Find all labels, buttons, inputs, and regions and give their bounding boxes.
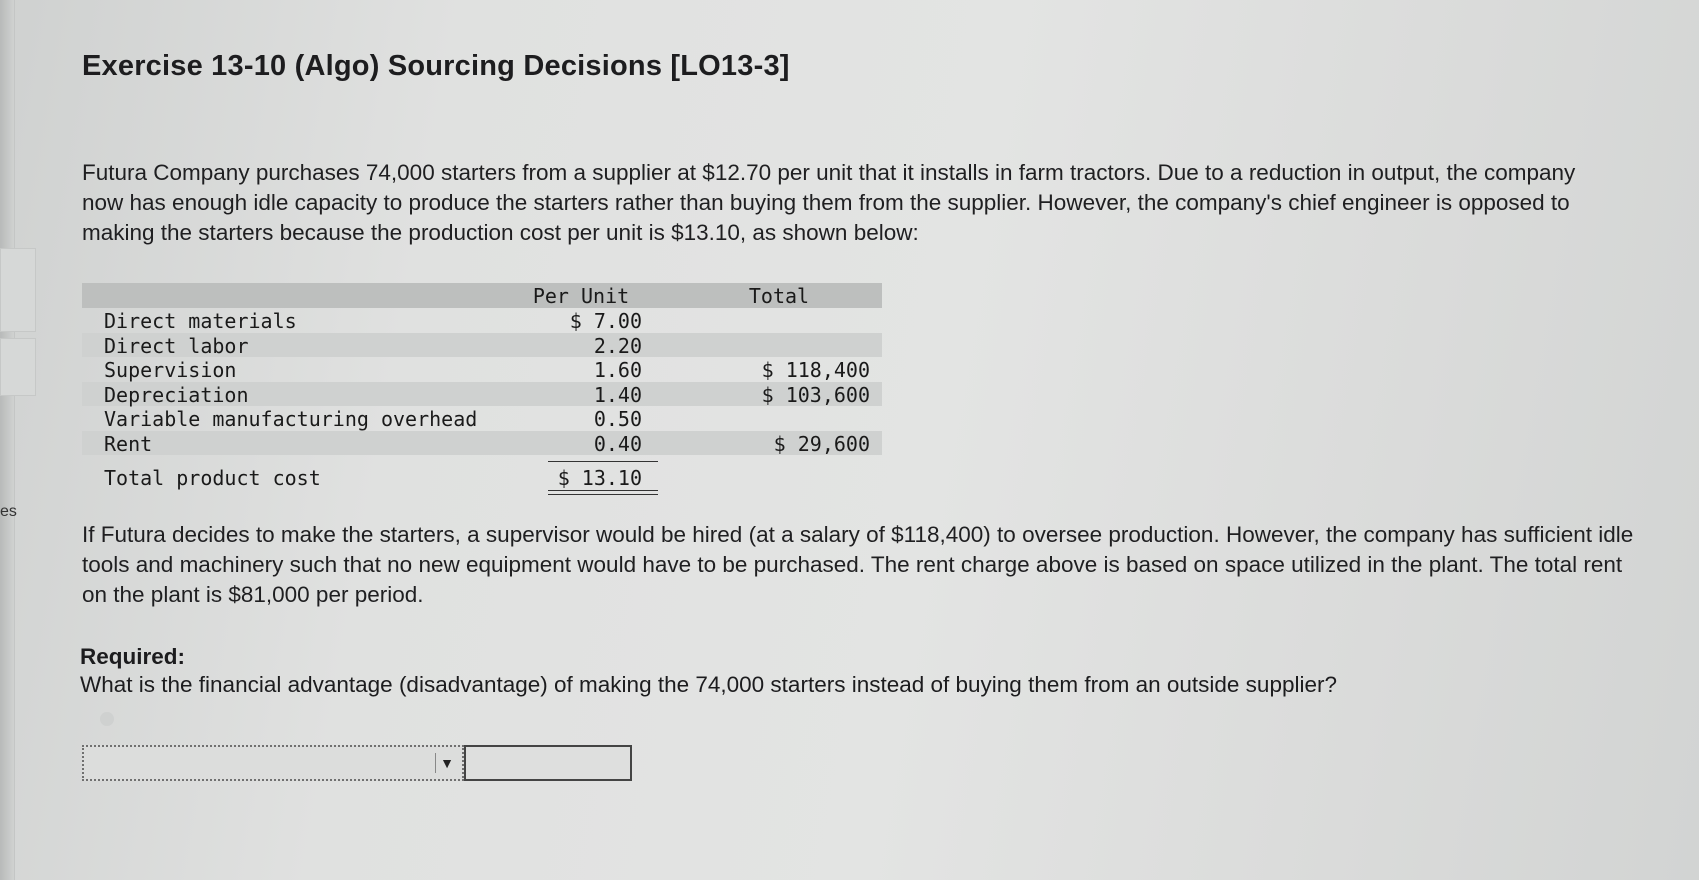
row-per-unit: 0.40	[593, 431, 642, 456]
advantage-select[interactable]	[82, 745, 464, 781]
total-label: Total product cost	[104, 466, 321, 490]
problem-paragraph-1: Futura Company purchases 74,000 starters from a supplier at $12.70 per unit that it installs in farm tractors. Due to a reduction in output, the company now has enough idle capacity to produce the starters rather than buying them from the supplier. However, the company's chief engineer is opposed to making the starters because the production cost per unit is $13.10, as shown below:	[82, 160, 1576, 245]
row-per-unit: 1.60	[593, 358, 642, 382]
table-row	[82, 333, 882, 358]
exercise-title: Exercise 13-10 (Algo) Sourcing Decisions [LO13-3]	[82, 50, 790, 82]
cost-table-header	[82, 283, 882, 308]
row-per-unit: 2.20	[593, 333, 642, 358]
row-label: Depreciation	[104, 382, 249, 407]
row-label: Supervision	[104, 358, 237, 382]
required-label: Required:	[80, 644, 186, 669]
edge-tab	[0, 338, 36, 396]
cost-table	[82, 283, 882, 495]
total-per-unit: $ 13.10	[557, 466, 642, 490]
table-row	[82, 357, 882, 382]
row-per-unit: 0.50	[593, 407, 642, 431]
total-row	[82, 461, 882, 495]
row-label: Rent	[104, 431, 153, 456]
faint-mark	[100, 712, 114, 726]
row-per-unit: $ 7.00	[569, 309, 642, 333]
chevron-down-icon[interactable]: ▼	[435, 753, 458, 773]
row-label: Direct labor	[104, 333, 249, 358]
table-row	[82, 431, 882, 456]
row-per-unit: 1.40	[593, 382, 642, 407]
edge-tab	[0, 248, 36, 332]
subtotal-rule	[548, 461, 658, 462]
table-row	[82, 406, 882, 431]
left-edge-panel	[0, 0, 15, 880]
header-total: Total	[748, 284, 810, 308]
amount-input[interactable]	[464, 745, 632, 781]
edge-text: es	[0, 503, 17, 520]
row-total: $ 118,400	[761, 358, 870, 382]
table-row	[82, 308, 882, 333]
row-total: $ 103,600	[761, 382, 870, 407]
table-row	[82, 382, 882, 407]
row-label: Variable manufacturing overhead	[104, 407, 478, 431]
question-text: What is the financial advantage (disadvantage) of making the 74,000 starters instead of buying them from an outside supplier?	[80, 672, 1337, 697]
header-per-unit: Per Unit	[532, 284, 630, 308]
problem-paragraph-2: If Futura decides to make the starters, a supervisor would be hired (at a salary of $118,400) to oversee production. However, the company has sufficient idle tools and machinery such that no new equipment would have to be purchased. The rent charge above is based on space utilized in the plant. The total rent on the plant is $81,000 per period.	[82, 522, 1634, 607]
row-total: $ 29,600	[773, 431, 870, 456]
total-double-rule	[548, 490, 658, 495]
row-label: Direct materials	[104, 309, 297, 333]
